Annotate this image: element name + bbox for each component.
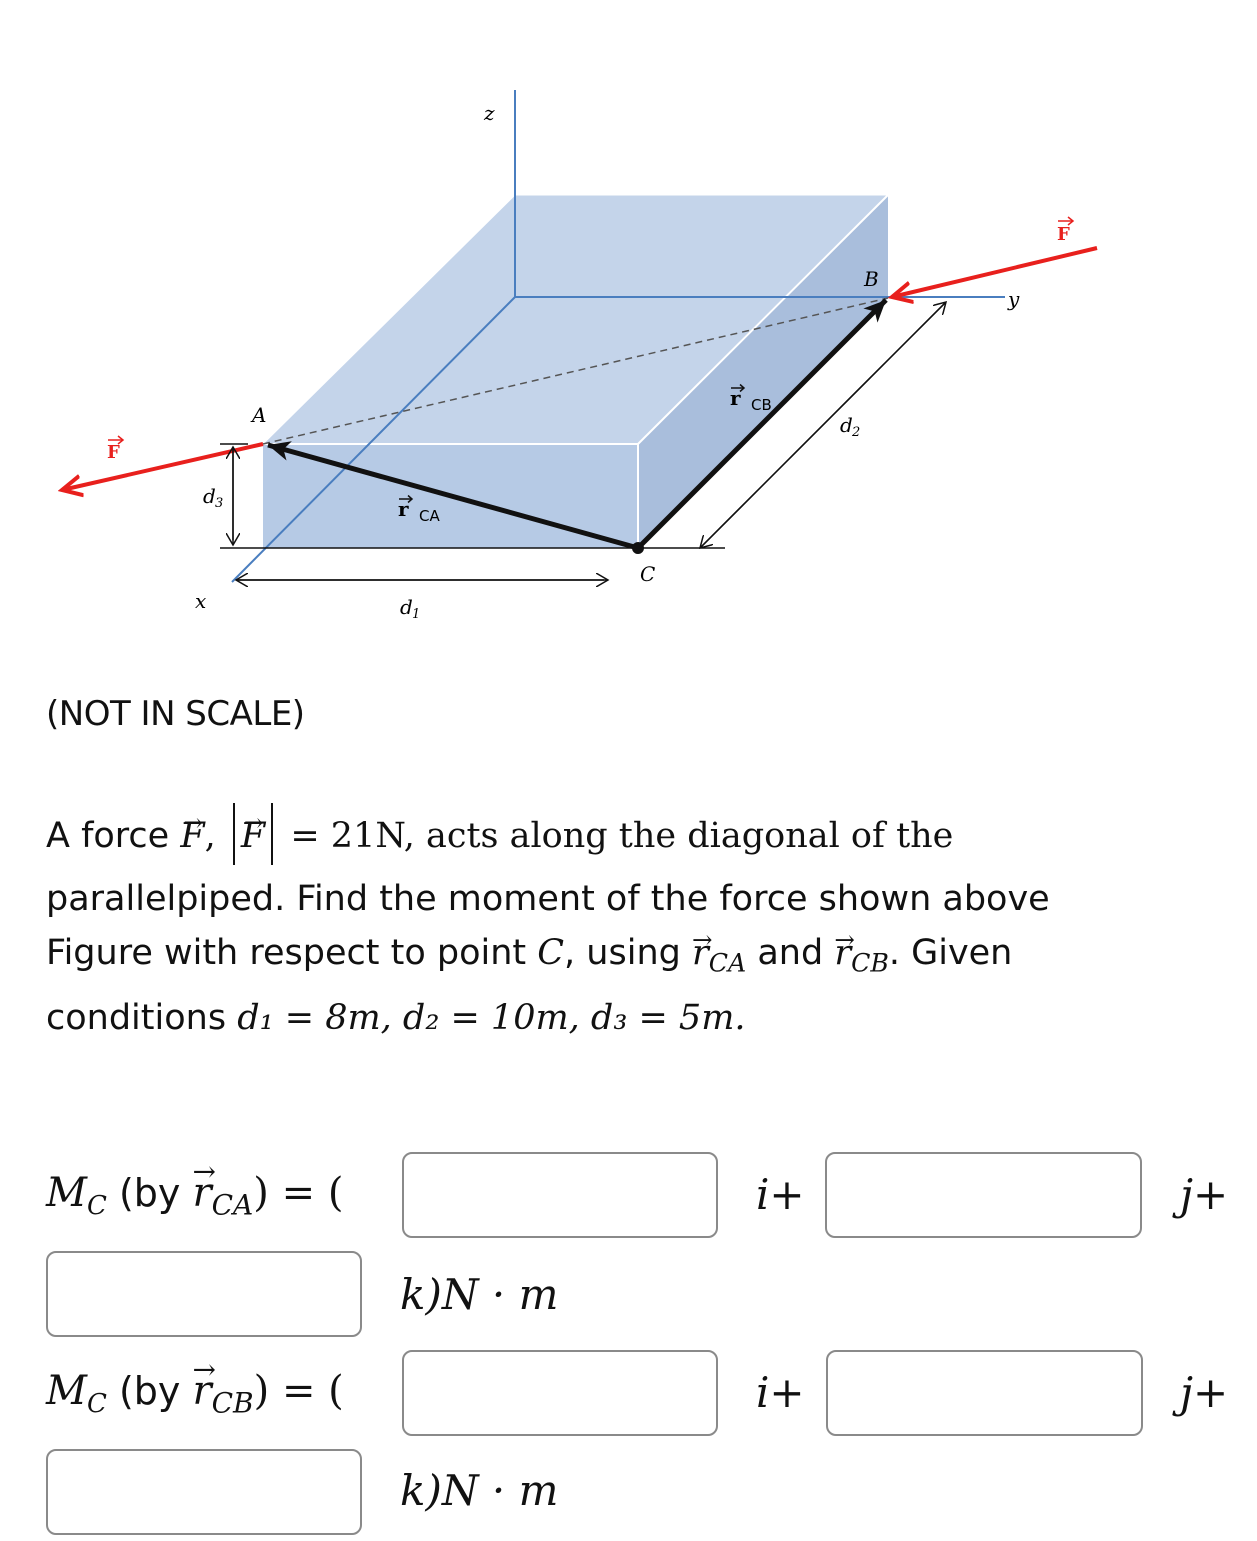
point-c	[632, 542, 644, 554]
label-d3-sub: 3	[215, 496, 224, 511]
problem-text: conditions	[46, 997, 227, 1038]
r-cb-subscript: CB	[851, 948, 889, 978]
label-d1-sub: 1	[412, 607, 421, 622]
unit-i: i+	[756, 1368, 805, 1417]
problem-text: = 21N, acts along the diagonal of the	[290, 816, 954, 856]
scale-note: (NOT IN SCALE)	[46, 694, 305, 734]
label-d3: d	[203, 484, 216, 508]
label-f-left: F	[107, 442, 120, 463]
parallelepiped-figure	[0, 0, 1257, 660]
unit-i: i+	[756, 1170, 805, 1219]
unit-j: j+	[1180, 1368, 1229, 1417]
problem-line-4	[46, 991, 1226, 1045]
problem-text: A force	[46, 816, 170, 856]
label-d2-sub: 2	[852, 425, 861, 440]
moment-subscript: C	[86, 1388, 107, 1419]
label-f-right: F	[1057, 224, 1070, 245]
r-symbol: → r	[193, 1368, 212, 1414]
moment-r-cb-k-input[interactable]	[46, 1449, 362, 1535]
moment-symbol: M	[46, 1368, 87, 1414]
force-symbol: → F	[180, 800, 204, 872]
moment-subscript: C	[86, 1190, 107, 1221]
label-x: x	[195, 589, 207, 613]
label-a: A	[252, 403, 267, 427]
moment-r-ca-i-input[interactable]	[402, 1152, 718, 1238]
r-cb-symbol: → r	[834, 926, 851, 980]
moment-label-r-cb	[46, 1368, 344, 1419]
label-b: B	[864, 267, 879, 291]
moment-r-ca-j-input[interactable]	[825, 1152, 1142, 1238]
label-r-cb-sub: CB	[751, 396, 772, 414]
moment-r-cb-j-input[interactable]	[826, 1350, 1143, 1436]
by-text: (by	[118, 1369, 181, 1413]
point-c-symbol: C	[537, 933, 565, 973]
moment-r-ca-k-input[interactable]	[46, 1251, 362, 1337]
label-d2: d	[840, 413, 853, 437]
unit-k: k)N · m	[400, 1466, 559, 1515]
problem-text: and	[757, 933, 824, 973]
r-subscript: CA	[211, 1188, 254, 1222]
label-y: y	[1008, 287, 1020, 311]
problem-text: , using	[564, 933, 681, 973]
force-arrow-right	[892, 248, 1097, 297]
problem-text: Figure with respect to point	[46, 933, 527, 973]
problem-statement	[46, 800, 1226, 1045]
label-z: z	[484, 101, 495, 125]
moment-r-cb-i-input[interactable]	[402, 1350, 718, 1436]
given-conditions: d₁ = 8m, d₂ = 10m, d₃ = 5m.	[237, 997, 746, 1038]
label-r-cb: r	[730, 386, 741, 410]
problem-line-2: parallelpiped. Find the moment of the force shown above	[46, 879, 1050, 919]
problem-line-3	[46, 926, 1226, 991]
r-ca-symbol: → r	[692, 926, 709, 980]
problem-line-1: A force → F, → F = 21N, acts along the diagonal of the	[46, 800, 1226, 872]
label-r-ca-sub: CA	[419, 507, 440, 525]
by-text: (by	[118, 1171, 181, 1215]
label-c: C	[640, 562, 656, 586]
moment-symbol: M	[46, 1170, 87, 1216]
label-d1: d	[400, 595, 413, 619]
problem-text: . Given	[888, 933, 1013, 973]
equals-paren: ) = (	[253, 1170, 344, 1216]
r-symbol: → r	[193, 1170, 212, 1216]
label-r-ca: r	[398, 497, 409, 521]
moment-label-r-ca	[46, 1170, 343, 1221]
r-ca-subscript: CA	[708, 948, 747, 978]
unit-k: k)N · m	[400, 1270, 559, 1319]
force-magnitude-symbol: → F	[241, 800, 265, 872]
r-subscript: CB	[211, 1386, 254, 1420]
equals-paren: ) = (	[253, 1368, 344, 1414]
unit-j: j+	[1180, 1170, 1229, 1219]
